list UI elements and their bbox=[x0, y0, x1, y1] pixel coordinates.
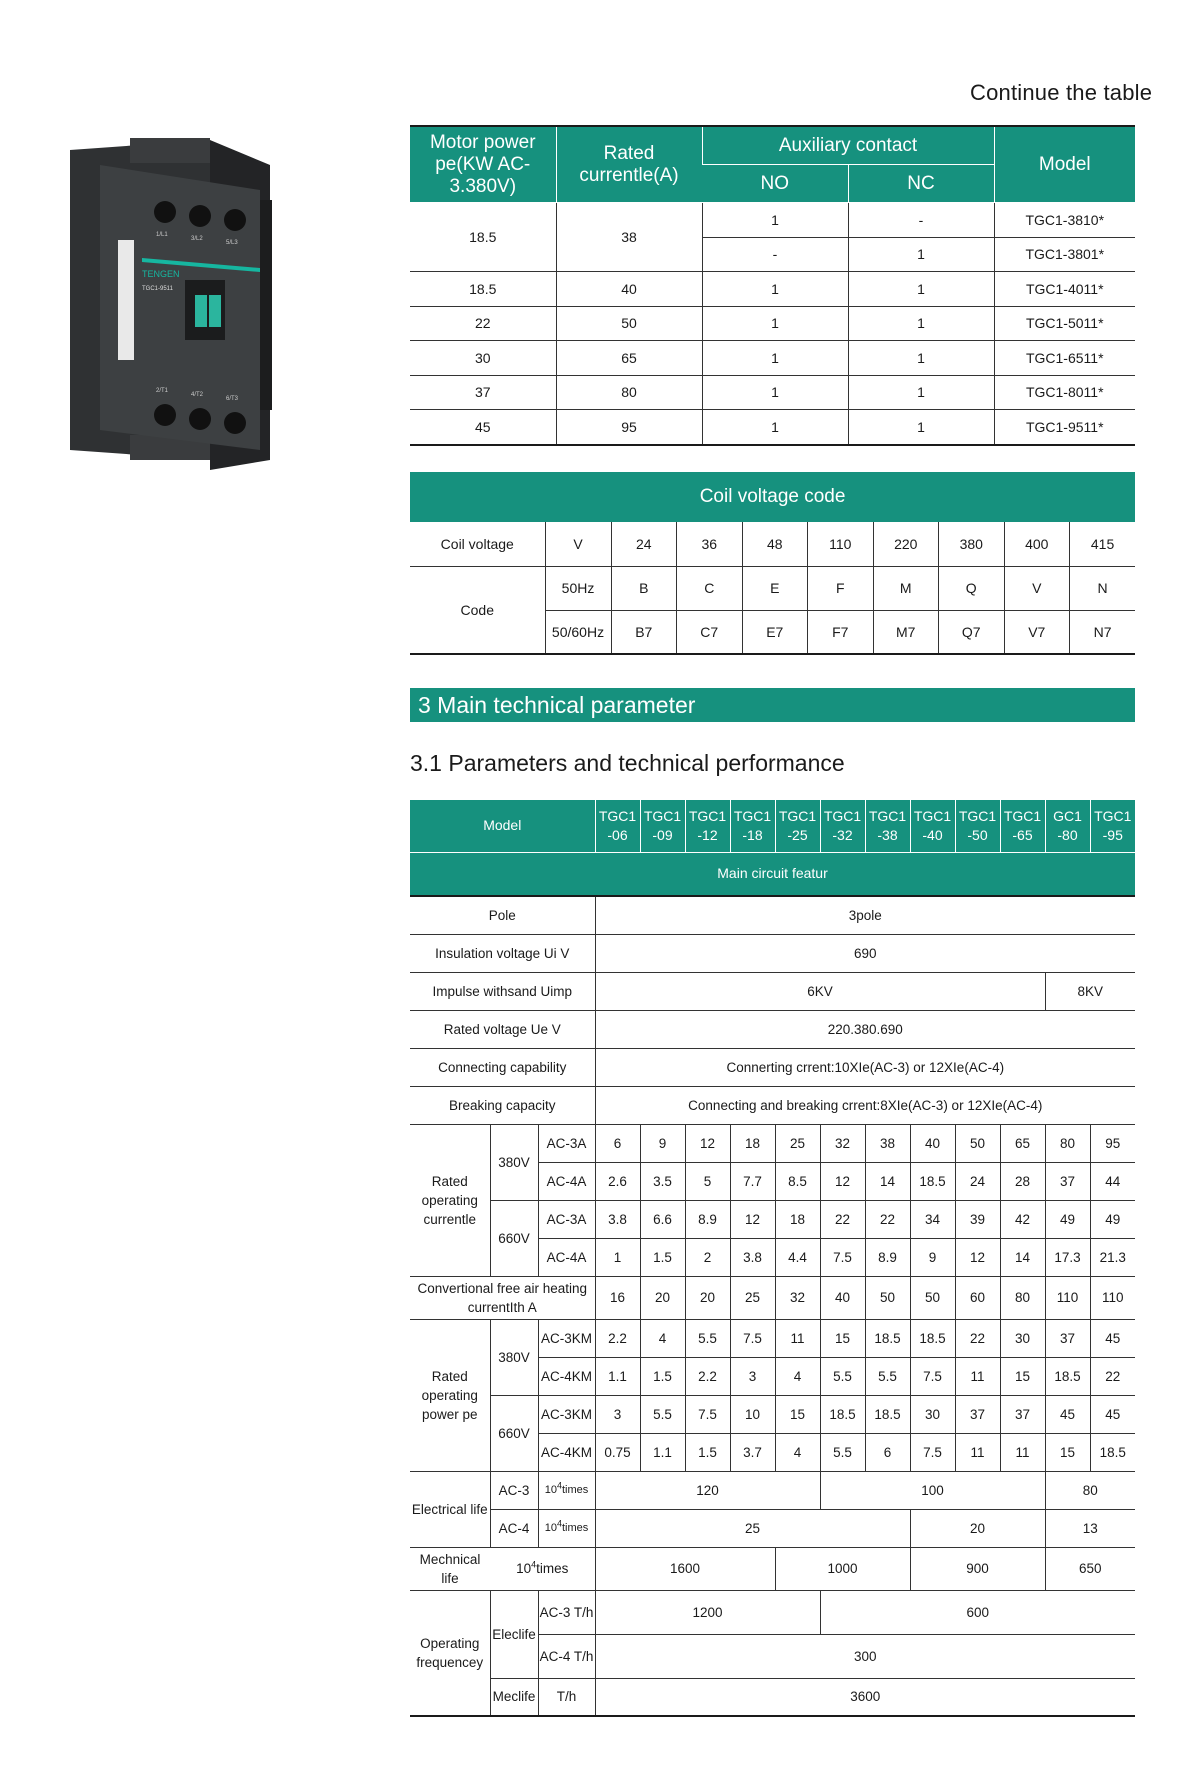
cell: 1 bbox=[702, 203, 848, 238]
svg-text:4/T2: 4/T2 bbox=[191, 392, 204, 398]
section-title: 3 Main technical parameter bbox=[410, 688, 1135, 722]
cell: 5.5 bbox=[865, 1357, 910, 1395]
cell: 8KV bbox=[1045, 972, 1135, 1010]
cell: 7.5 bbox=[685, 1395, 730, 1433]
cell: Q bbox=[939, 566, 1005, 610]
cell: 34 bbox=[910, 1200, 955, 1238]
cell: 5.5 bbox=[820, 1357, 865, 1395]
cell: 1 bbox=[702, 341, 848, 376]
coil-voltage-table bbox=[410, 472, 1135, 655]
cell: T/h bbox=[538, 1678, 595, 1716]
row-label: Electrical life bbox=[410, 1471, 490, 1547]
cell: 9 bbox=[910, 1238, 955, 1276]
cell: 8.9 bbox=[685, 1200, 730, 1238]
cell: 0.75 bbox=[595, 1433, 640, 1471]
cell: 80 bbox=[1045, 1471, 1135, 1509]
cell: 3 bbox=[595, 1395, 640, 1433]
model-col: TGC1 -09 bbox=[640, 800, 685, 852]
model-col: TGC1 -50 bbox=[955, 800, 1000, 852]
table-row bbox=[410, 203, 1135, 238]
row-label: Breaking capacity bbox=[410, 1086, 595, 1124]
cell: 11 bbox=[1000, 1433, 1045, 1471]
cell: 4.4 bbox=[775, 1238, 820, 1276]
table-row bbox=[410, 934, 1135, 972]
cell: AC-4KM bbox=[538, 1433, 595, 1471]
cell: 37 bbox=[1045, 1162, 1090, 1200]
table-row bbox=[410, 341, 1135, 376]
cell: 22 bbox=[865, 1200, 910, 1238]
cell: AC-4A bbox=[538, 1162, 595, 1200]
cell: 1 bbox=[848, 272, 994, 307]
cell: 18.5 bbox=[1090, 1433, 1135, 1471]
cell: 18.5 bbox=[1045, 1357, 1090, 1395]
table-row bbox=[410, 1124, 1135, 1162]
cell: Connecting and breaking crrent:8XIe(AC-3) or 12XIe(AC-4) bbox=[595, 1086, 1135, 1124]
cell: 20 bbox=[640, 1276, 685, 1319]
model-col: TGC1 -32 bbox=[820, 800, 865, 852]
cell: 45 bbox=[1090, 1395, 1135, 1433]
cell: TGC1-3810* bbox=[994, 203, 1135, 238]
cell: TGC1-4011* bbox=[994, 272, 1135, 307]
cell: 30 bbox=[1000, 1319, 1045, 1357]
cell: 110 bbox=[1090, 1276, 1135, 1319]
coil-voltage-title: Coil voltage code bbox=[410, 472, 1135, 522]
cell: 45 bbox=[1090, 1319, 1135, 1357]
cell: 40 bbox=[820, 1276, 865, 1319]
model-header: Model bbox=[994, 126, 1135, 203]
table-row bbox=[410, 1547, 1135, 1590]
cell: 15 bbox=[1000, 1357, 1045, 1395]
cell: TGC1-8011* bbox=[994, 375, 1135, 410]
cell: TGC1-3801* bbox=[994, 237, 1135, 272]
cell: 7.7 bbox=[730, 1162, 775, 1200]
table-row bbox=[410, 1048, 1135, 1086]
cell: 32 bbox=[820, 1124, 865, 1162]
no-header: NO bbox=[702, 165, 848, 203]
table-row bbox=[410, 375, 1135, 410]
table-row bbox=[410, 410, 1135, 445]
cell: 50/60Hz bbox=[545, 610, 611, 654]
row-label: Connecting capability bbox=[410, 1048, 595, 1086]
cell: 36 bbox=[677, 522, 743, 566]
svg-text:TGC1-9511: TGC1-9511 bbox=[142, 286, 173, 292]
cell: 49 bbox=[1045, 1200, 1090, 1238]
cell: 50 bbox=[955, 1124, 1000, 1162]
table-row bbox=[410, 272, 1135, 307]
cell: 32 bbox=[775, 1276, 820, 1319]
cell: 24 bbox=[955, 1162, 1000, 1200]
cell: 415 bbox=[1070, 522, 1136, 566]
motor-power-header: Motor power pe(KW AC-3.380V) bbox=[410, 126, 556, 203]
cell: 30 bbox=[910, 1395, 955, 1433]
cell: 37 bbox=[410, 375, 556, 410]
cell: E7 bbox=[742, 610, 808, 654]
cell: 380V bbox=[490, 1124, 538, 1200]
cell: 18.5 bbox=[820, 1395, 865, 1433]
cell: C bbox=[677, 566, 743, 610]
cell: 300 bbox=[595, 1634, 1135, 1678]
cell: 220 bbox=[873, 522, 939, 566]
row-label: Operating frequencey bbox=[416, 1635, 484, 1670]
cell: 5.5 bbox=[640, 1395, 685, 1433]
auxiliary-contact-header: Auxiliary contact bbox=[702, 126, 994, 165]
cell: 3 bbox=[730, 1357, 775, 1395]
cell: 18 bbox=[775, 1200, 820, 1238]
cell: 16 bbox=[595, 1276, 640, 1319]
cell: 40 bbox=[910, 1124, 955, 1162]
cell: 100 bbox=[820, 1471, 1045, 1509]
cell: N7 bbox=[1070, 610, 1136, 654]
cell: 95 bbox=[556, 410, 702, 445]
cell: 37 bbox=[955, 1395, 1000, 1433]
cell: 7.5 bbox=[910, 1357, 955, 1395]
cell: 20 bbox=[685, 1276, 730, 1319]
table-row bbox=[410, 1086, 1135, 1124]
cell: 7.5 bbox=[820, 1238, 865, 1276]
cell: 40 bbox=[556, 272, 702, 307]
code-label: Code bbox=[460, 601, 494, 618]
cell: 30 bbox=[410, 341, 556, 376]
table-row bbox=[410, 1276, 1135, 1319]
svg-text:3/L2: 3/L2 bbox=[191, 236, 203, 242]
cell: 22 bbox=[820, 1200, 865, 1238]
cell: 38 bbox=[556, 203, 702, 272]
cell: 3.8 bbox=[595, 1200, 640, 1238]
cell: 1.5 bbox=[640, 1357, 685, 1395]
coil-voltage-label: Coil voltage bbox=[410, 522, 545, 566]
cell: 12 bbox=[820, 1162, 865, 1200]
cell: 50 bbox=[910, 1276, 955, 1319]
cell: 4 bbox=[775, 1433, 820, 1471]
row-label: Rated operating currentle bbox=[410, 1124, 490, 1276]
cell: 42 bbox=[1000, 1200, 1045, 1238]
cell: 2.2 bbox=[685, 1357, 730, 1395]
times-unit: $10^4times$ bbox=[490, 1547, 595, 1590]
cell: Meclife bbox=[490, 1678, 538, 1716]
model-col: TGC1 -95 bbox=[1090, 800, 1135, 852]
cell: 3.5 bbox=[640, 1162, 685, 1200]
cell: 1 bbox=[848, 306, 994, 341]
cell: 39 bbox=[955, 1200, 1000, 1238]
cell: 12 bbox=[955, 1238, 1000, 1276]
cell: 12 bbox=[685, 1124, 730, 1162]
cell: 80 bbox=[1000, 1276, 1045, 1319]
cell: AC-3KM bbox=[538, 1395, 595, 1433]
cell: Connerting crrent:10XIe(AC-3) or 12XIe(AC-4) bbox=[595, 1048, 1135, 1086]
model-col: TGC1 -40 bbox=[910, 800, 955, 852]
cell: 1 bbox=[848, 237, 994, 272]
cell: F bbox=[808, 566, 874, 610]
cell: 25 bbox=[775, 1124, 820, 1162]
table-row bbox=[410, 1319, 1135, 1357]
cell: 1 bbox=[848, 410, 994, 445]
table-row bbox=[410, 896, 1135, 935]
model-col: TGC1 -18 bbox=[730, 800, 775, 852]
cell: M bbox=[873, 566, 939, 610]
cell: 11 bbox=[955, 1357, 1000, 1395]
cell: 80 bbox=[1045, 1124, 1090, 1162]
cell: 6 bbox=[865, 1433, 910, 1471]
svg-text:TENGEN: TENGEN bbox=[142, 269, 180, 279]
cell: 15 bbox=[1045, 1433, 1090, 1471]
cell: 2.6 bbox=[595, 1162, 640, 1200]
cell: 60 bbox=[955, 1276, 1000, 1319]
cell: AC-4 T/h bbox=[538, 1634, 595, 1678]
cell: AC-3 T/h bbox=[538, 1590, 595, 1634]
cell: 120 bbox=[595, 1471, 820, 1509]
cell: 18.5 bbox=[865, 1395, 910, 1433]
cell: 380V bbox=[490, 1319, 538, 1395]
motor-power-table bbox=[410, 125, 1135, 446]
model-col: GC1 -80 bbox=[1045, 800, 1090, 852]
cell: 690 bbox=[595, 934, 1135, 972]
cell: 18.5 bbox=[910, 1319, 955, 1357]
cell: 4 bbox=[775, 1357, 820, 1395]
model-header: Model bbox=[410, 800, 595, 852]
cell: 3.8 bbox=[730, 1238, 775, 1276]
cell: 11 bbox=[775, 1319, 820, 1357]
cell: 18.5 bbox=[410, 272, 556, 307]
model-col: TGC1 -12 bbox=[685, 800, 730, 852]
cell: 25 bbox=[730, 1276, 775, 1319]
table-row bbox=[410, 1590, 1135, 1634]
cell: M7 bbox=[873, 610, 939, 654]
svg-text:6/T3: 6/T3 bbox=[226, 396, 239, 402]
cell: 22 bbox=[410, 306, 556, 341]
cell: AC-4A bbox=[538, 1238, 595, 1276]
cell: 14 bbox=[865, 1162, 910, 1200]
cell: AC-3KM bbox=[538, 1319, 595, 1357]
cell: TGC1-6511* bbox=[994, 341, 1135, 376]
cell: 4 bbox=[640, 1319, 685, 1357]
row-label: Impulse withsand Uimp bbox=[410, 972, 595, 1010]
cell: 22 bbox=[1090, 1357, 1135, 1395]
cell: V7 bbox=[1004, 610, 1070, 654]
cell: E bbox=[742, 566, 808, 610]
cell: - bbox=[702, 237, 848, 272]
nc-header: NC bbox=[848, 165, 994, 203]
cell: 18 bbox=[730, 1124, 775, 1162]
cell: 660V bbox=[490, 1200, 538, 1276]
cell: 1000 bbox=[775, 1547, 910, 1590]
cell: 18.5 bbox=[910, 1162, 955, 1200]
cell: AC-4KM bbox=[538, 1357, 595, 1395]
times-unit: $10^4times$ bbox=[538, 1509, 595, 1547]
cell: 15 bbox=[775, 1395, 820, 1433]
cell: 1200 bbox=[595, 1590, 820, 1634]
cell: 22 bbox=[955, 1319, 1000, 1357]
cell: 600 bbox=[820, 1590, 1135, 1634]
cell: 220.380.690 bbox=[595, 1010, 1135, 1048]
cell: - bbox=[848, 203, 994, 238]
cell: 45 bbox=[474, 418, 491, 435]
cell: 6 bbox=[595, 1124, 640, 1162]
cell: 1.1 bbox=[595, 1357, 640, 1395]
cell: B7 bbox=[611, 610, 677, 654]
cell: 6KV bbox=[595, 972, 1045, 1010]
cell: 1.5 bbox=[685, 1433, 730, 1471]
cell: B bbox=[611, 566, 677, 610]
cell: AC-4 bbox=[490, 1509, 538, 1547]
cell: 7.5 bbox=[910, 1433, 955, 1471]
cell: 380 bbox=[939, 522, 1005, 566]
cell: 24 bbox=[611, 522, 677, 566]
cell: 110 bbox=[1045, 1276, 1090, 1319]
cell: 2 bbox=[685, 1238, 730, 1276]
cell: 21.3 bbox=[1090, 1238, 1135, 1276]
cell: 8.5 bbox=[775, 1162, 820, 1200]
cell: AC-3A bbox=[538, 1124, 595, 1162]
table-row bbox=[410, 1395, 1135, 1433]
cell: 11 bbox=[955, 1433, 1000, 1471]
cell: 18.5 bbox=[410, 203, 556, 272]
cell: 50 bbox=[556, 306, 702, 341]
cell: 38 bbox=[865, 1124, 910, 1162]
table-row bbox=[410, 1509, 1135, 1547]
cell: 28 bbox=[1000, 1162, 1045, 1200]
continue-caption: Continue the table bbox=[970, 80, 1153, 105]
cell: 900 bbox=[910, 1547, 1045, 1590]
cell: 25 bbox=[595, 1509, 910, 1547]
model-col: TGC1 -06 bbox=[595, 800, 640, 852]
row-label: Mechnical life bbox=[410, 1547, 490, 1590]
cell: TGC1-5011* bbox=[994, 306, 1135, 341]
cell: 1 bbox=[848, 341, 994, 376]
cell: 650 bbox=[1045, 1547, 1135, 1590]
cell: 7.5 bbox=[730, 1319, 775, 1357]
main-circuit-band: Main circuit featur bbox=[410, 852, 1135, 896]
cell: 8.9 bbox=[865, 1238, 910, 1276]
cell: TGC1-9511* bbox=[994, 410, 1135, 445]
cell: 20 bbox=[910, 1509, 1045, 1547]
cell: 1 bbox=[595, 1238, 640, 1276]
cell: AC-3 bbox=[490, 1471, 538, 1509]
technical-parameters-table bbox=[410, 800, 1135, 1717]
cell: 10 bbox=[730, 1395, 775, 1433]
row-label: Insulation voltage Ui V bbox=[410, 934, 595, 972]
cell: 15 bbox=[820, 1319, 865, 1357]
cell: 13 bbox=[1045, 1509, 1135, 1547]
table-row bbox=[410, 1678, 1135, 1716]
subsection-title: 3.1 Parameters and technical performance bbox=[410, 750, 845, 776]
svg-text:5/L3: 5/L3 bbox=[226, 240, 238, 246]
cell: 18.5 bbox=[865, 1319, 910, 1357]
svg-text:2/T1: 2/T1 bbox=[156, 388, 169, 394]
cell: 1 bbox=[702, 410, 848, 445]
cell: 12 bbox=[730, 1200, 775, 1238]
rated-current-header: Rated currentle(A) bbox=[556, 126, 702, 203]
cell: 50 bbox=[865, 1276, 910, 1319]
cell: F7 bbox=[808, 610, 874, 654]
model-col: TGC1 -38 bbox=[865, 800, 910, 852]
table-row bbox=[410, 972, 1135, 1010]
cell: 80 bbox=[556, 375, 702, 410]
cell: 17.3 bbox=[1045, 1238, 1090, 1276]
cell: Q7 bbox=[939, 610, 1005, 654]
model-col: TGC1 -25 bbox=[775, 800, 820, 852]
cell: 95 bbox=[1090, 1124, 1135, 1162]
cell: 660V bbox=[490, 1395, 538, 1471]
row-label: Rated voltage Ue V bbox=[410, 1010, 595, 1048]
cell: N bbox=[1070, 566, 1136, 610]
cell: 44 bbox=[1090, 1162, 1135, 1200]
cell: 5.5 bbox=[685, 1319, 730, 1357]
table-row bbox=[410, 1200, 1135, 1238]
cell: 3600 bbox=[595, 1678, 1135, 1716]
cell: 1.5 bbox=[640, 1238, 685, 1276]
cell: 3.7 bbox=[730, 1433, 775, 1471]
svg-text:1/L1: 1/L1 bbox=[156, 232, 168, 238]
cell: 400 bbox=[1004, 522, 1070, 566]
row-label: Convertional free air heating currentIth A bbox=[410, 1276, 595, 1319]
cell: 45 bbox=[1045, 1395, 1090, 1433]
row-label: Rated operating power pe bbox=[410, 1319, 490, 1471]
cell: 3pole bbox=[595, 896, 1135, 935]
cell: 6.6 bbox=[640, 1200, 685, 1238]
table-row bbox=[410, 306, 1135, 341]
cell: 1.1 bbox=[640, 1433, 685, 1471]
row-label: Pole bbox=[410, 896, 595, 935]
cell: V bbox=[1004, 566, 1070, 610]
cell: 2.2 bbox=[595, 1319, 640, 1357]
cell: 65 bbox=[556, 341, 702, 376]
cell: 50Hz bbox=[545, 566, 611, 610]
model-col: TGC1 -65 bbox=[1000, 800, 1045, 852]
contactor-product-image bbox=[60, 130, 330, 480]
cell: 1 bbox=[702, 272, 848, 307]
times-unit: $10^4times$ bbox=[538, 1471, 595, 1509]
cell: 1 bbox=[848, 375, 994, 410]
cell: 5.5 bbox=[820, 1433, 865, 1471]
cell: AC-3A bbox=[538, 1200, 595, 1238]
cell: C7 bbox=[677, 610, 743, 654]
cell: V bbox=[545, 522, 611, 566]
cell: 37 bbox=[1045, 1319, 1090, 1357]
cell: 9 bbox=[640, 1124, 685, 1162]
cell: 65 bbox=[1000, 1124, 1045, 1162]
cell: 14 bbox=[1000, 1238, 1045, 1276]
cell: 1 bbox=[702, 375, 848, 410]
cell: 110 bbox=[808, 522, 874, 566]
cell: 1600 bbox=[595, 1547, 775, 1590]
table-row bbox=[410, 1471, 1135, 1509]
cell: 49 bbox=[1090, 1200, 1135, 1238]
cell: 1 bbox=[702, 306, 848, 341]
cell: 48 bbox=[742, 522, 808, 566]
table-row bbox=[410, 1010, 1135, 1048]
cell: 5 bbox=[685, 1162, 730, 1200]
cell: Eleclife bbox=[490, 1590, 538, 1678]
cell: 37 bbox=[1000, 1395, 1045, 1433]
